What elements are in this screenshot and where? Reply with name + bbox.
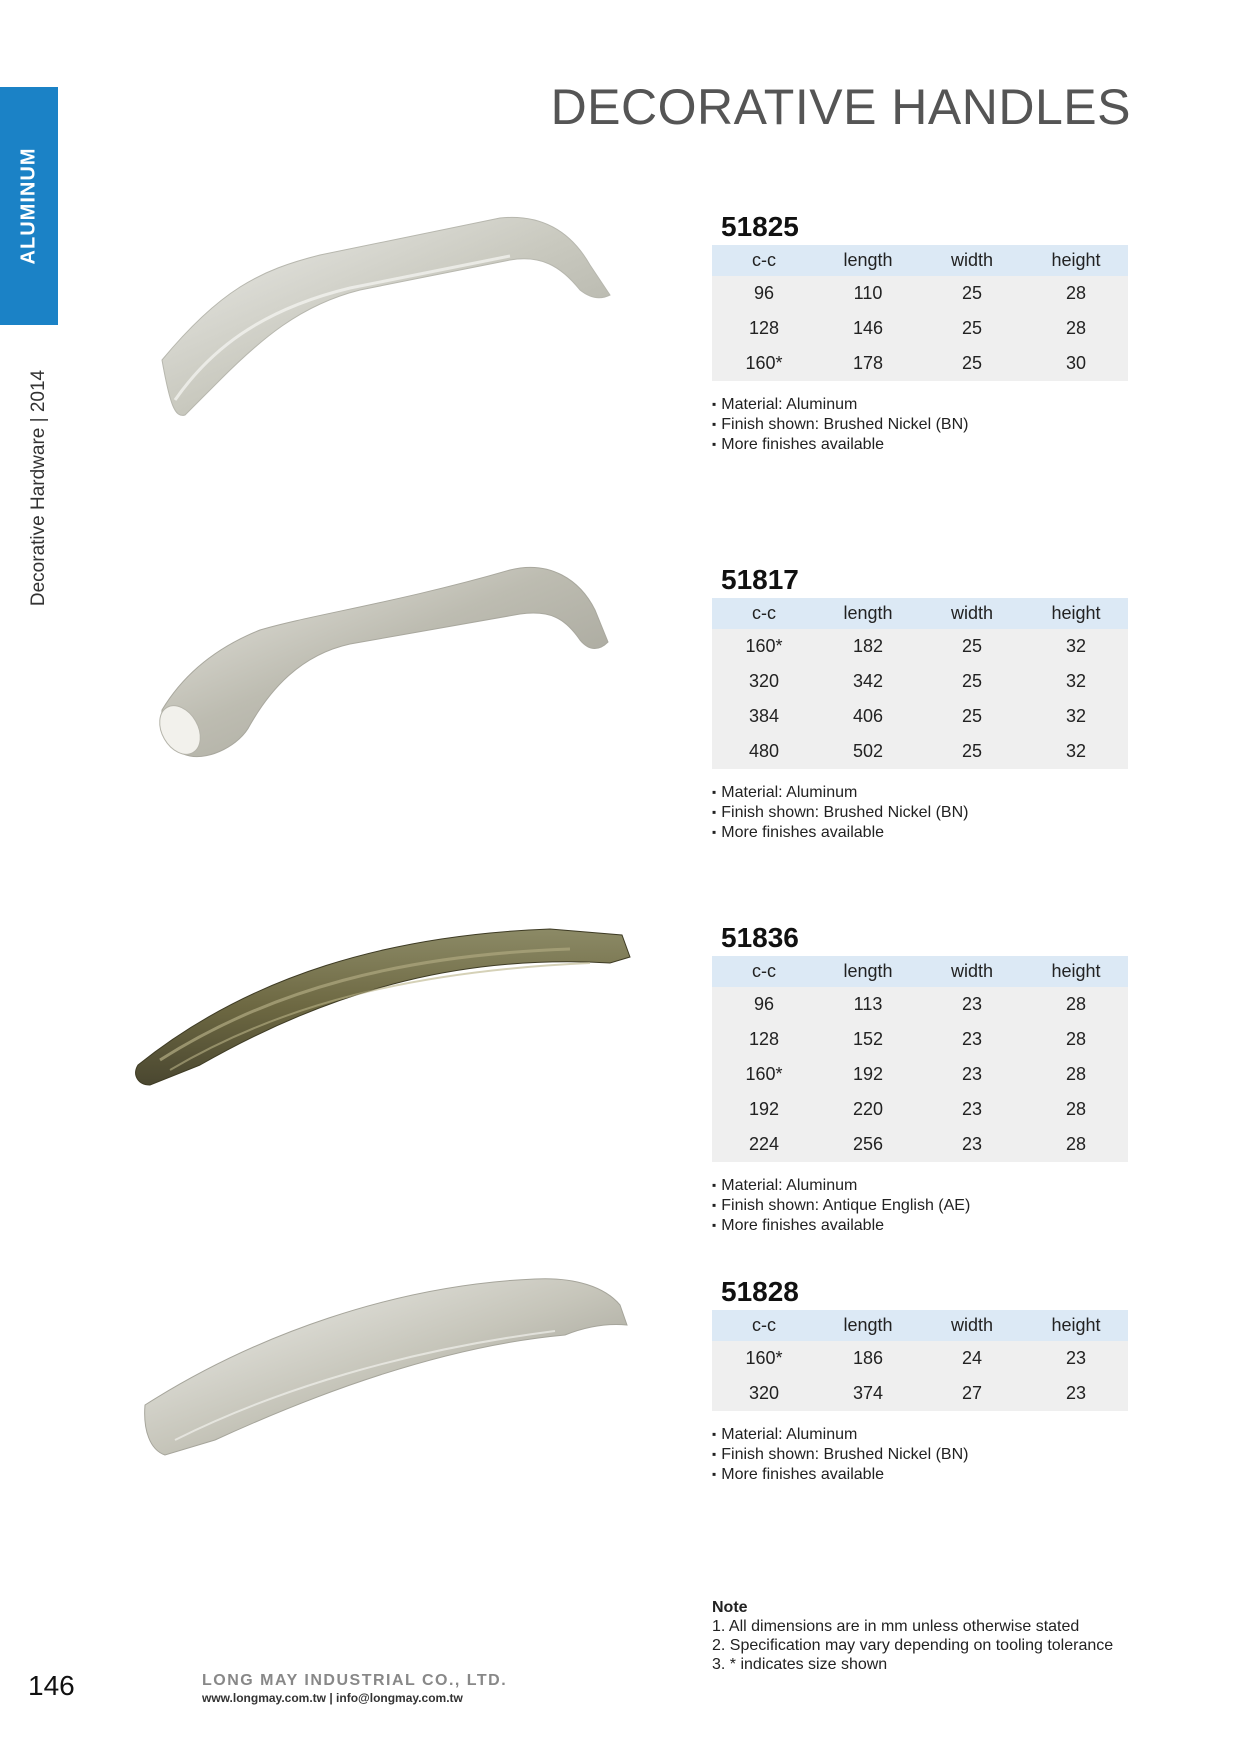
header-width: width (920, 245, 1024, 276)
table-row (712, 1092, 1128, 1127)
header-length: length (816, 956, 920, 987)
note-title: Note (712, 1599, 748, 1616)
table-row (712, 311, 1128, 346)
cell-height: 23 (1024, 1341, 1128, 1376)
feature-finish: ▪ Finish shown: Antique English (AE) (712, 1196, 1128, 1216)
cell-cc: 384 (712, 699, 816, 734)
header-width: width (920, 598, 1024, 629)
cell-height: 28 (1024, 1092, 1128, 1127)
cell-length: 152 (816, 1022, 920, 1057)
handle-51836-image (130, 915, 640, 1095)
cell-width: 23 (920, 987, 1024, 1022)
handle-51825-image (150, 210, 630, 430)
cell-height: 28 (1024, 987, 1128, 1022)
cell-length: 256 (816, 1127, 920, 1162)
table-header-row (712, 956, 1128, 987)
cell-height: 28 (1024, 276, 1128, 311)
table-row (712, 1376, 1128, 1411)
cell-length: 192 (816, 1057, 920, 1092)
cell-length: 113 (816, 987, 920, 1022)
header-cc: c-c (712, 956, 816, 987)
header-width: width (920, 956, 1024, 987)
cell-length: 110 (816, 276, 920, 311)
cell-width: 23 (920, 1022, 1024, 1057)
header-cc: c-c (712, 1310, 816, 1341)
page-number: 146 (28, 1670, 75, 1701)
cell-width: 25 (920, 699, 1024, 734)
cell-cc: 160* (712, 1341, 816, 1376)
handle-51828-image (135, 1265, 635, 1465)
table-row (712, 734, 1128, 769)
table-row (712, 987, 1128, 1022)
model-number: 51825 (721, 211, 799, 242)
cell-width: 24 (920, 1341, 1024, 1376)
cell-cc: 160* (712, 1057, 816, 1092)
note-item: 3. * indicates size shown (712, 1656, 888, 1673)
table-header-row (712, 245, 1128, 276)
cell-length: 178 (816, 346, 920, 381)
cell-width: 25 (920, 311, 1024, 346)
cell-height: 23 (1024, 1376, 1128, 1411)
table-row (712, 629, 1128, 664)
cell-cc: 160* (712, 629, 816, 664)
company-info (202, 1672, 507, 1705)
feature-list (712, 395, 1128, 455)
feature-list (712, 1425, 1128, 1485)
feature-list (712, 783, 1128, 843)
product-51825 (712, 209, 1128, 455)
cell-width: 23 (920, 1092, 1024, 1127)
cell-width: 23 (920, 1057, 1024, 1092)
note-item: 2. Specification may vary depending on tooling tolerance (712, 1637, 1114, 1654)
cell-height: 32 (1024, 734, 1128, 769)
cell-height: 32 (1024, 664, 1128, 699)
model-number: 51836 (721, 922, 799, 953)
feature-more: ▪ More finishes available (712, 823, 1128, 843)
header-length: length (816, 245, 920, 276)
cell-width: 25 (920, 734, 1024, 769)
cell-height: 32 (1024, 629, 1128, 664)
table-row (712, 699, 1128, 734)
header-length: length (816, 598, 920, 629)
feature-material: ▪ Material: Aluminum (712, 1176, 1128, 1196)
product-51817 (712, 562, 1128, 843)
header-height: height (1024, 1310, 1128, 1341)
model-number: 51828 (721, 1276, 799, 1307)
table-row (712, 1022, 1128, 1057)
spec-table (712, 245, 1128, 381)
feature-more: ▪ More finishes available (712, 1465, 1128, 1485)
category-label: ALUMINUM (17, 147, 40, 265)
spec-table (712, 598, 1128, 769)
feature-finish: ▪ Finish shown: Brushed Nickel (BN) (712, 415, 1128, 435)
cell-height: 28 (1024, 1057, 1128, 1092)
handle-51817-image (150, 560, 630, 770)
cell-height: 28 (1024, 1127, 1128, 1162)
product-51836 (712, 920, 1128, 1236)
feature-more: ▪ More finishes available (712, 435, 1128, 455)
cell-cc: 224 (712, 1127, 816, 1162)
cell-width: 23 (920, 1127, 1024, 1162)
table-row (712, 1057, 1128, 1092)
cell-length: 406 (816, 699, 920, 734)
cell-width: 25 (920, 276, 1024, 311)
header-length: length (816, 1310, 920, 1341)
cell-cc: 96 (712, 276, 816, 311)
cell-length: 182 (816, 629, 920, 664)
cell-height: 32 (1024, 699, 1128, 734)
company-contact: www.longmay.com.tw | info@longmay.com.tw (202, 1691, 463, 1705)
cell-width: 25 (920, 629, 1024, 664)
header-cc: c-c (712, 245, 816, 276)
model-number: 51817 (721, 564, 799, 595)
table-row (712, 664, 1128, 699)
feature-material: ▪ Material: Aluminum (712, 783, 1128, 803)
cell-cc: 160* (712, 346, 816, 381)
cell-width: 25 (920, 664, 1024, 699)
table-row (712, 346, 1128, 381)
feature-material: ▪ Material: Aluminum (712, 395, 1128, 415)
cell-length: 342 (816, 664, 920, 699)
header-height: height (1024, 598, 1128, 629)
feature-finish: ▪ Finish shown: Brushed Nickel (BN) (712, 803, 1128, 823)
note-item: 1. All dimensions are in mm unless otherwise stated (712, 1618, 1080, 1635)
cell-cc: 128 (712, 1022, 816, 1057)
feature-material: ▪ Material: Aluminum (712, 1425, 1128, 1445)
spec-table (712, 1310, 1128, 1411)
table-header-row (712, 1310, 1128, 1341)
header-width: width (920, 1310, 1024, 1341)
table-row (712, 276, 1128, 311)
company-name: LONG MAY INDUSTRIAL CO., LTD. (202, 1672, 508, 1689)
table-row (712, 1341, 1128, 1376)
spec-table (712, 956, 1128, 1162)
cell-cc: 192 (712, 1092, 816, 1127)
cell-cc: 320 (712, 1376, 816, 1411)
cell-height: 28 (1024, 1022, 1128, 1057)
cell-length: 220 (816, 1092, 920, 1127)
feature-list (712, 1176, 1128, 1236)
note-section (712, 1598, 1113, 1674)
header-cc: c-c (712, 598, 816, 629)
cell-length: 186 (816, 1341, 920, 1376)
cell-length: 374 (816, 1376, 920, 1411)
header-height: height (1024, 956, 1128, 987)
cell-height: 30 (1024, 346, 1128, 381)
table-header-row (712, 598, 1128, 629)
catalog-label: Decorative Hardware | 2014 (28, 369, 49, 607)
table-row (712, 1127, 1128, 1162)
cell-cc: 480 (712, 734, 816, 769)
cell-width: 25 (920, 346, 1024, 381)
feature-more: ▪ More finishes available (712, 1216, 1128, 1236)
cell-length: 502 (816, 734, 920, 769)
cell-height: 28 (1024, 311, 1128, 346)
page-title: DECORATIVE HANDLES (550, 79, 1131, 135)
product-51828 (712, 1274, 1128, 1485)
cell-cc: 96 (712, 987, 816, 1022)
cell-cc: 128 (712, 311, 816, 346)
cell-length: 146 (816, 311, 920, 346)
cell-width: 27 (920, 1376, 1024, 1411)
cell-cc: 320 (712, 664, 816, 699)
feature-finish: ▪ Finish shown: Brushed Nickel (BN) (712, 1445, 1128, 1465)
header-height: height (1024, 245, 1128, 276)
